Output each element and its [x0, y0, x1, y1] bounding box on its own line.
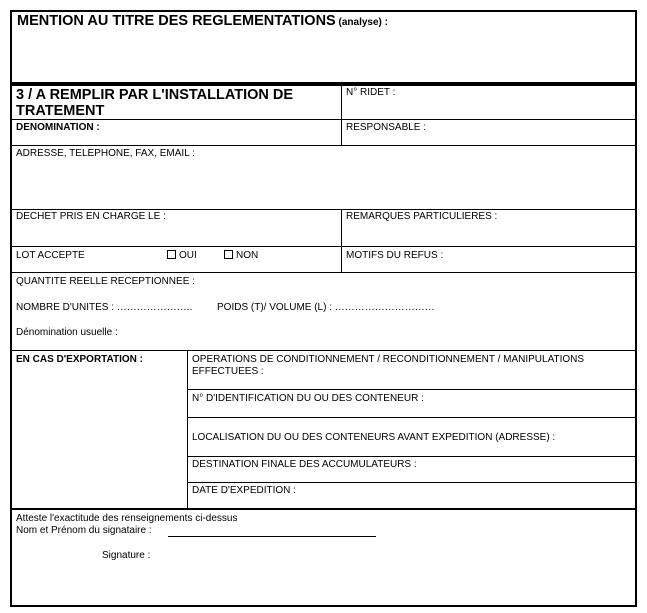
- right-column-divider-mid: [341, 209, 342, 272]
- oui-label: OUI: [179, 250, 197, 261]
- lot-accepte-label: LOT ACCEPTE: [16, 250, 85, 261]
- oui-checkbox[interactable]: [167, 250, 197, 262]
- non-label: NON: [236, 250, 259, 261]
- mention-title: [17, 13, 388, 29]
- adresse-field[interactable]: ADRESSE, TELEPHONE, FAX, EMAIL :: [16, 148, 195, 159]
- section3-title-line2: TRATEMENT: [16, 103, 105, 119]
- nom-signataire-input[interactable]: [168, 536, 376, 537]
- divider: [187, 482, 635, 483]
- right-column-divider-top: [341, 86, 342, 146]
- denomination-field[interactable]: DENOMINATION :: [16, 122, 100, 133]
- divider: [187, 417, 635, 418]
- nom-signataire-label: Nom et Prénom du signataire :: [16, 525, 152, 536]
- divider: [187, 456, 635, 457]
- mention-title-suffix: (analyse) :: [338, 17, 388, 28]
- poids-volume-field[interactable]: POIDS (T)/ VOLUME (L) : …………………………: [217, 302, 435, 313]
- non-checkbox[interactable]: [224, 250, 258, 262]
- localisation-field[interactable]: LOCALISATION DU OU DES CONTENEURS AVANT EXPEDITION (ADRESSE) :: [192, 432, 556, 443]
- remarques-field[interactable]: REMARQUES PARTICULIERES :: [346, 211, 498, 222]
- divider: [12, 508, 635, 510]
- date-expedition-field[interactable]: DATE D'EXPEDITION :: [192, 485, 296, 496]
- checkbox-icon[interactable]: [167, 250, 176, 259]
- operations-field-line2[interactable]: EFFECTUEES :: [192, 366, 264, 377]
- export-column-divider: [187, 350, 188, 509]
- ridet-field[interactable]: N° RIDET :: [346, 87, 396, 98]
- signature-field[interactable]: Signature :: [102, 550, 151, 561]
- divider: [12, 272, 635, 273]
- denomination-usuelle-field[interactable]: Dénomination usuelle :: [16, 327, 118, 338]
- divider: [12, 145, 635, 146]
- quantite-field[interactable]: QUANTITE REELLE RECEPTIONNEE :: [16, 276, 195, 287]
- attestation-line: Atteste l'exactitude des renseignements ci-dessus: [16, 513, 238, 524]
- divider: [187, 389, 635, 390]
- divider: [12, 209, 635, 210]
- responsable-field[interactable]: RESPONSABLE :: [346, 122, 427, 133]
- destination-field[interactable]: DESTINATION FINALE DES ACCUMULATEURS :: [192, 459, 417, 470]
- section3-title-line1: 3 / A REMPLIR PAR L'INSTALLATION DE: [16, 87, 294, 103]
- operations-field-line1[interactable]: OPERATIONS DE CONDITIONNEMENT / RECONDITIONNEMENT / MANIPULATIONS: [192, 354, 585, 365]
- motifs-refus-field[interactable]: MOTIFS DU REFUS :: [346, 250, 444, 261]
- dechet-field[interactable]: DECHET PRIS EN CHARGE LE :: [16, 211, 166, 222]
- identification-field[interactable]: N° D'IDENTIFICATION DU OU DES CONTENEUR :: [192, 393, 424, 404]
- divider: [12, 119, 635, 120]
- divider: [12, 350, 635, 351]
- nombre-unites-field[interactable]: NOMBRE D'UNITES : …………………..: [16, 302, 193, 313]
- divider: [12, 246, 635, 247]
- checkbox-icon[interactable]: [224, 250, 233, 259]
- export-label: EN CAS D'EXPORTATION :: [16, 354, 144, 365]
- mention-title-main: MENTION AU TITRE DES REGLEMENTATIONS: [17, 13, 336, 29]
